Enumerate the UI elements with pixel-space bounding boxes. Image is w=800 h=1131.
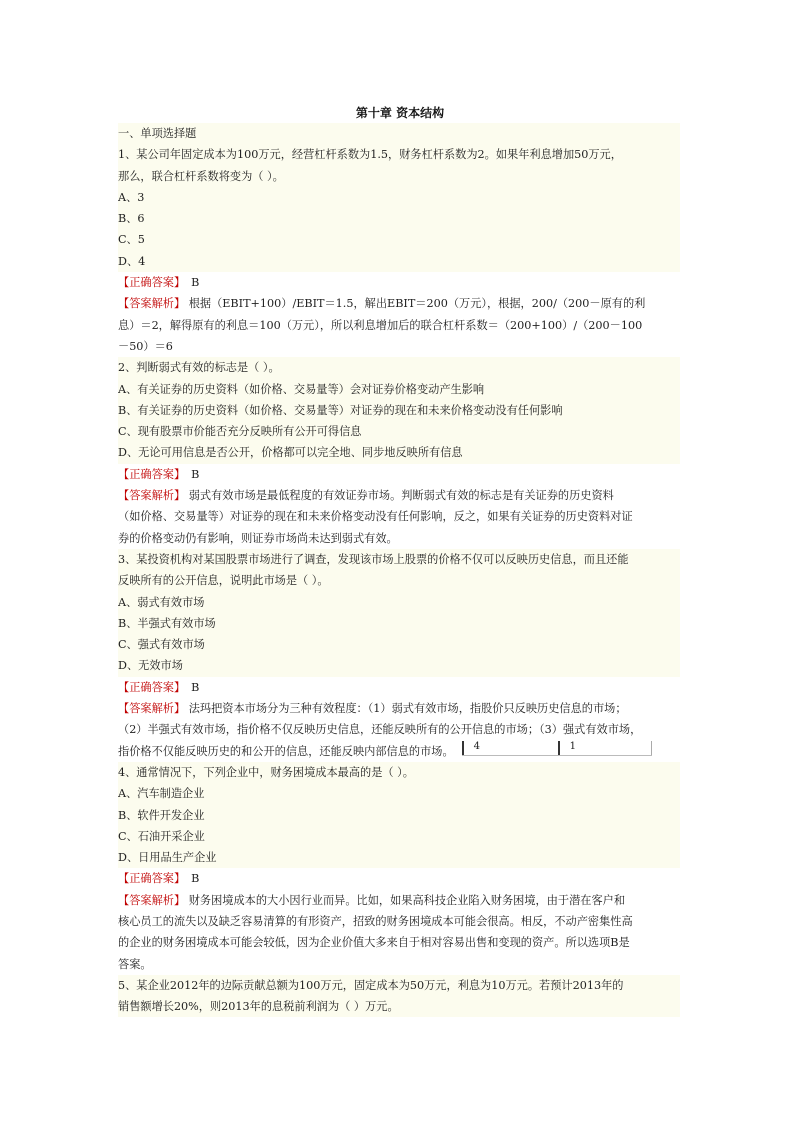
q4-option-c: C、石油开采企业 bbox=[118, 826, 680, 847]
chapter-title: 第十章 资本结构 bbox=[355, 106, 445, 120]
q4-analysis-line4: 答案。 bbox=[118, 957, 152, 971]
q3-option-a: A、弱式有效市场 bbox=[118, 592, 680, 613]
q4-analysis-line1 bbox=[118, 890, 680, 911]
q2-option-a: A、有关证券的历史资料（如价格、交易量等）会对证券价格变动产生影响 bbox=[118, 379, 680, 400]
q4-option-b: B、软件开发企业 bbox=[118, 805, 680, 826]
q5-stem-line1: 5、某企业2012年的边际贡献总额为100万元，固定成本为50万元，利息为10万元。若预计2013年的 bbox=[118, 975, 680, 996]
q4-answer bbox=[118, 868, 680, 889]
analysis-text: 指价格不仅能反映历史的和公开的信息，还能反映内部信息的市场。 bbox=[118, 744, 454, 758]
answer-tag: 【正确答案】 bbox=[118, 872, 186, 886]
answer-value: B bbox=[191, 680, 200, 694]
q4-analysis-line3: 的企业的财务困境成本可能会较低，因为企业价值大多来自于相对容易出售和变现的资产。所以选项B是 bbox=[118, 936, 630, 950]
table-cell: 1 bbox=[558, 741, 652, 755]
q1-analysis-line1 bbox=[118, 293, 680, 314]
q1-stem-line1: 1、某公司年固定成本为100万元，经营杠杆系数为1.5，财务杠杆系数为2。如果年利息增加50万元， bbox=[118, 144, 680, 165]
q4-analysis-line2: 核心员工的流失以及缺乏容易清算的有形资产，招致的财务困境成本可能会很高。相反，不动产密集性高 bbox=[118, 914, 633, 928]
q2-analysis-line1 bbox=[118, 485, 680, 506]
q3-option-d: D、无效市场 bbox=[118, 655, 680, 676]
embedded-table-fragment bbox=[462, 741, 652, 756]
q1-stem-line2: 那么，联合杠杆系数将变为（ ）。 bbox=[118, 166, 680, 187]
answer-value: B bbox=[191, 872, 200, 886]
q3-analysis-line3 bbox=[118, 741, 680, 762]
q1-option-b: B、6 bbox=[118, 208, 680, 229]
q5-stem-line2: 销售额增长20%，则2013年的息税前利润为（ ）万元。 bbox=[118, 996, 680, 1017]
q2-answer bbox=[118, 464, 680, 485]
q3-analysis-line1 bbox=[118, 698, 680, 719]
q1-option-a: A、3 bbox=[118, 187, 680, 208]
analysis-text: 法玛把资本市场分为三种有效程度：（1）弱式有效市场，指股价只反映历史信息的市场； bbox=[188, 702, 627, 716]
analysis-text: 根据（EBIT+100）/EBIT＝1.5，解出EBIT＝200（万元），根据，200/（200－原有的利 bbox=[188, 297, 646, 311]
table-cell: 4 bbox=[462, 741, 558, 755]
q2-option-b: B、有关证券的历史资料（如价格、交易量等）对证券的现在和未来价格变动没有任何影响 bbox=[118, 400, 680, 421]
analysis-tag: 【答案解析】 bbox=[118, 893, 186, 907]
q1-option-d: D、4 bbox=[118, 251, 680, 272]
question-list bbox=[118, 123, 680, 1017]
answer-tag: 【正确答案】 bbox=[118, 276, 186, 290]
q3-stem-line2: 反映所有的公开信息，说明此市场是（ ）。 bbox=[118, 570, 680, 591]
q3-analysis-line2: （2）半强式有效市场，指价格不仅反映历史信息，还能反映所有的公开信息的市场；（3）强式有效市场， bbox=[118, 723, 642, 737]
q2-option-c: C、现有股票市价能否充分反映所有公开可得信息 bbox=[118, 421, 680, 442]
q4-option-d: D、日用品生产企业 bbox=[118, 847, 680, 868]
analysis-text: 财务困境成本的大小因行业而异。比如，如果高科技企业陷入财务困境，由于潜在客户和 bbox=[188, 893, 626, 907]
q4-stem: 4、通常情况下，下列企业中，财务困境成本最高的是（ ）。 bbox=[118, 762, 680, 783]
q2-analysis-line2: （如价格、交易量等）对证券的现在和未来价格变动没有任何影响，反之，如果有关证券的历史资料对证 bbox=[118, 510, 633, 524]
analysis-tag: 【答案解析】 bbox=[118, 489, 186, 503]
q2-stem: 2、判断弱式有效的标志是（ ）。 bbox=[118, 357, 680, 378]
answer-value: B bbox=[191, 467, 200, 481]
q1-analysis-line2: 息）＝2，解得原有的利息＝100（万元），所以利息增加后的联合杠杆系数＝（200+100）/（200－100 bbox=[118, 318, 643, 332]
analysis-tag: 【答案解析】 bbox=[118, 297, 186, 311]
q1-analysis-line3: －50）＝6 bbox=[118, 339, 173, 353]
q3-option-c: C、强式有效市场 bbox=[118, 634, 680, 655]
q3-stem-line1: 3、某投资机构对某国股票市场进行了调查，发现该市场上股票的价格不仅可以反映历史信息，而且还能 bbox=[118, 549, 680, 570]
q1-option-c: C、5 bbox=[118, 229, 680, 250]
analysis-tag: 【答案解析】 bbox=[118, 702, 186, 716]
answer-tag: 【正确答案】 bbox=[118, 680, 186, 694]
analysis-text: 弱式有效市场是最低程度的有效证券市场。判断弱式有效的标志是有关证券的历史资料 bbox=[188, 489, 614, 503]
section-heading: 一、单项选择题 bbox=[118, 123, 680, 144]
q1-answer bbox=[118, 272, 680, 293]
table-border bbox=[651, 741, 652, 755]
answer-value: B bbox=[191, 276, 200, 290]
q2-analysis-line3: 券的价格变动仍有影响，则证券市场尚未达到弱式有效。 bbox=[118, 531, 398, 545]
q4-option-a: A、汽车制造企业 bbox=[118, 783, 680, 804]
q3-answer bbox=[118, 677, 680, 698]
q3-option-b: B、半强式有效市场 bbox=[118, 613, 680, 634]
answer-tag: 【正确答案】 bbox=[118, 467, 186, 481]
q2-option-d: D、无论可用信息是否公开，价格都可以完全地、同步地反映所有信息 bbox=[118, 442, 680, 463]
